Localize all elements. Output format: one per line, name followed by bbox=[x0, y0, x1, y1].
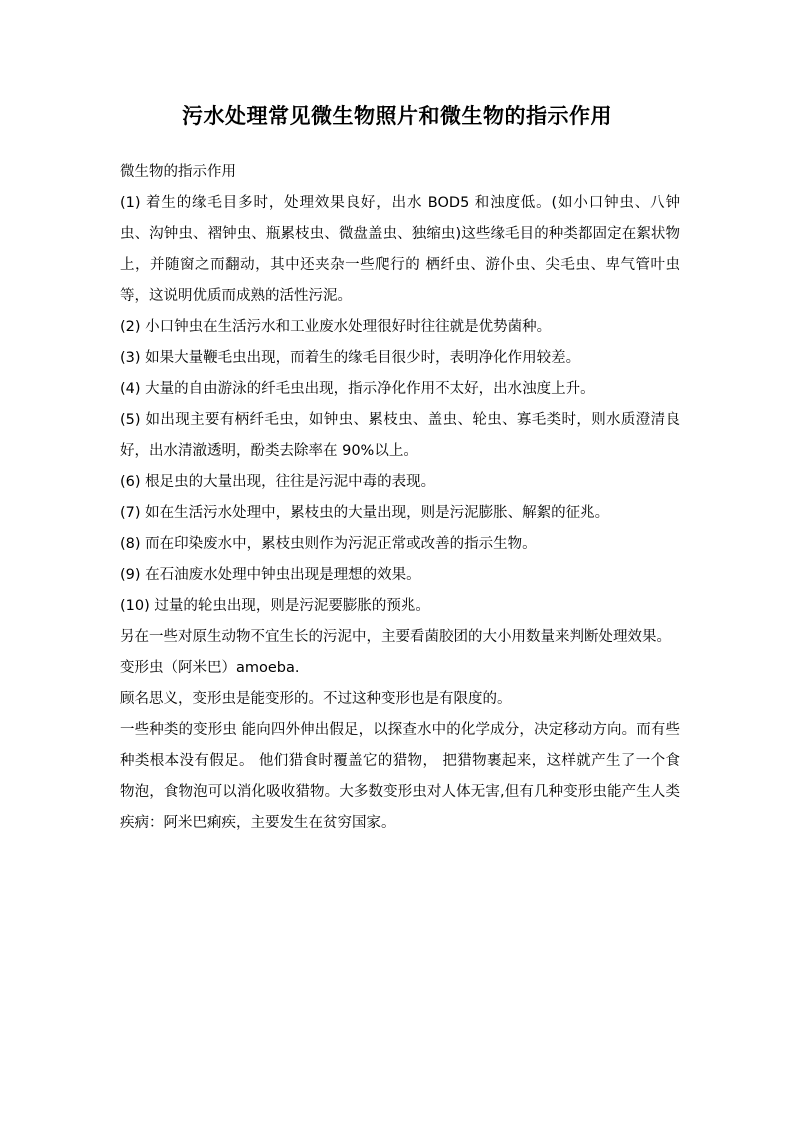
document-body bbox=[120, 157, 680, 839]
paragraph-item-1: (1) 着生的缘毛目多时，处理效果良好，出水 BOD5 和浊度低。(如小口钟虫、八钟虫、沟钟虫、褶钟虫、瓶累枝虫、微盘盖虫、独缩虫)这些缘毛目的种类都固定在絮状物上，并随窗之而翻动，其中还夹杂一些爬行的 栖纤虫、游仆虫、尖毛虫、卑气管叶虫等，这说明优质而成熟的活性污泥。 bbox=[120, 195, 680, 304]
paragraph-item-2: (2) 小口钟虫在生活污水和工业废水处理很好时往往就是优势菌种。 bbox=[120, 319, 552, 335]
amoeba-heading: 变形虫（阿米巴）amoeba. bbox=[120, 660, 300, 676]
section-heading: 微生物的指示作用 bbox=[120, 164, 236, 180]
paragraph-item-7: (7) 如在生活污水处理中，累枝虫的大量出现，则是污泥膨胀、解絮的征兆。 bbox=[120, 505, 610, 521]
paragraph-item-5: (5) 如出现主要有柄纤毛虫，如钟虫、累枝虫、盖虫、轮虫、寡毛类时，则水质澄清良好，出水清澈透明，酚类去除率在 90%以上。 bbox=[120, 412, 680, 459]
paragraph-item-3: (3) 如果大量鞭毛虫出现，而着生的缘毛目很少时，表明净化作用较差。 bbox=[120, 350, 581, 366]
document-title: 污水处理常见微生物照片和微生物的指示作用 bbox=[182, 103, 612, 128]
paragraph-item-8: (8) 而在印染废水中，累枝虫则作为污泥正常或改善的指示生物。 bbox=[120, 536, 537, 552]
paragraph-item-4: (4) 大量的自由游泳的纤毛虫出现，指示净化作用不太好，出水浊度上升。 bbox=[120, 381, 595, 397]
paragraph-item-6: (6) 根足虫的大量出现，往往是污泥中毒的表现。 bbox=[120, 474, 436, 490]
amoeba-paragraph-1: 顾名思义，变形虫是能变形的。不过这种变形也是有限度的。 bbox=[120, 691, 512, 707]
paragraph-item-9: (9) 在石油废水处理中钟虫出现是理想的效果。 bbox=[120, 567, 421, 583]
amoeba-paragraph-2: 一些种类的变形虫 能向四外伸出假足，以探查水中的化学成分，决定移动方向。而有些种类根本没有假足。 他们猎食时覆盖它的猎物， 把猎物裹起来，这样就产生了一个食物泡，食物泡可以消化吸收猎物。大多数变形虫对人体无害,但有几种变形虫能产生人类疾病：阿米巴痢疾，主要发生在贫穷国家。 bbox=[120, 722, 680, 831]
paragraph-item-10: (10) 过量的轮虫出现，则是污泥要膨胀的预兆。 bbox=[120, 598, 430, 614]
paragraph-note: 另在一些对原生动物不宜生长的污泥中，主要看菌胶团的大小用数量来判断处理效果。 bbox=[120, 629, 671, 645]
